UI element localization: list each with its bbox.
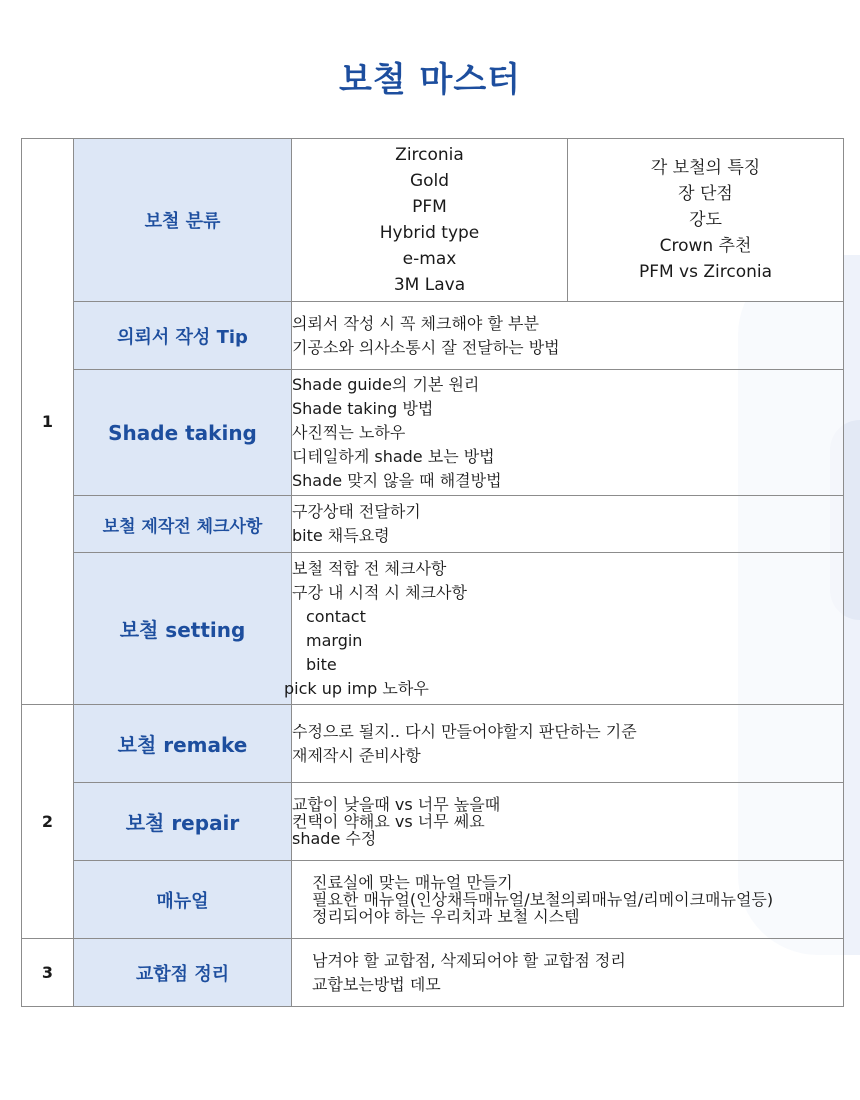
sub-list-item: margin (306, 630, 363, 650)
section-number: 1 (22, 139, 74, 705)
classification-types (292, 139, 568, 302)
topic-details (292, 302, 844, 370)
table-row (22, 553, 844, 705)
list-item: 교합보는방법 데모 (312, 974, 441, 994)
topic-details (292, 496, 844, 553)
list-item: 3M Lava (393, 275, 466, 295)
list-item: shade 수정 (292, 829, 377, 848)
list-item: 강도 (689, 210, 722, 230)
list-item: Shade guide의 기본 원리 (292, 374, 480, 394)
category-label: Shade taking (74, 370, 292, 496)
curriculum-table (21, 138, 844, 1007)
list-item: Crown 추천 (659, 236, 752, 256)
list-item: 구강 내 시적 시 체크사항 (292, 582, 467, 602)
category-label: 보철 분류 (74, 139, 292, 302)
classification-topics (568, 139, 844, 302)
list-item: Shade taking 방법 (292, 398, 434, 418)
list-item: e-max (402, 249, 457, 269)
topic-details (292, 939, 844, 1007)
topic-details (292, 370, 844, 496)
table-row (22, 370, 844, 496)
list-item: 사진찍는 노하우 (292, 422, 406, 442)
topic-details (292, 705, 844, 783)
table-row (22, 496, 844, 553)
list-item: 구강상태 전달하기 (292, 502, 421, 521)
list-item: 재제작시 준비사항 (292, 745, 421, 765)
list-item: 보철 적합 전 체크사항 (292, 558, 447, 578)
category-label: 보철 repair (74, 783, 292, 861)
table-row (22, 939, 844, 1007)
category-label: 교합점 정리 (74, 939, 292, 1007)
section-number: 3 (22, 939, 74, 1007)
topic-details (292, 861, 844, 939)
list-item: 교합이 낮을때 vs 너무 높을때 (292, 795, 501, 814)
list-item: Zirconia (395, 145, 464, 165)
list-item: 컨택이 약해요 vs 너무 쎄요 (292, 812, 485, 831)
list-item: PFM (412, 197, 447, 217)
table-row (22, 705, 844, 783)
list-item: bite 채득요령 (292, 526, 390, 545)
category-label: 보철 제작전 체크사항 (74, 496, 292, 553)
list-item: 기공소와 의사소통시 잘 전달하는 방법 (292, 337, 560, 357)
topic-details (292, 783, 844, 861)
list-item: 진료실에 맞는 매뉴얼 만들기 (312, 873, 513, 892)
list-item: Hybrid type (379, 223, 480, 243)
list-item: Gold (409, 171, 450, 191)
category-label: 매뉴얼 (74, 861, 292, 939)
list-item: 남겨야 할 교합점, 삭제되어야 할 교합점 정리 (312, 950, 626, 970)
sub-list-item: bite (306, 654, 337, 674)
table-row (22, 861, 844, 939)
list-item: PFM vs Zirconia (638, 262, 773, 282)
list-item: 의뢰서 작성 시 꼭 체크해야 할 부분 (292, 313, 539, 333)
list-item: 정리되어야 하는 우리치과 보철 시스템 (312, 907, 580, 926)
list-item: pick up imp 노하우 (284, 678, 429, 698)
list-item: Shade 맞지 않을 때 해결방법 (292, 470, 502, 490)
list-item: 필요한 매뉴얼(인상채득매뉴얼/보철의뢰매뉴얼/리메이크매뉴얼등) (312, 890, 774, 909)
table-row (22, 302, 844, 370)
category-label: 의뢰서 작성 Tip (74, 302, 292, 370)
list-item: 각 보철의 특징 (650, 158, 761, 178)
section-number: 2 (22, 705, 74, 939)
category-label: 보철 remake (74, 705, 292, 783)
list-item: 디테일하게 shade 보는 방법 (292, 446, 495, 466)
table-row (22, 139, 844, 302)
category-label: 보철 setting (74, 553, 292, 705)
list-item: 수정으로 될지.. 다시 만들어야할지 판단하는 기준 (292, 721, 637, 741)
topic-details (284, 553, 844, 705)
sub-list-item: contact (306, 606, 366, 626)
table-row (22, 783, 844, 861)
page-title: 보철 마스터 (338, 60, 522, 100)
list-item: 장 단점 (678, 184, 733, 204)
